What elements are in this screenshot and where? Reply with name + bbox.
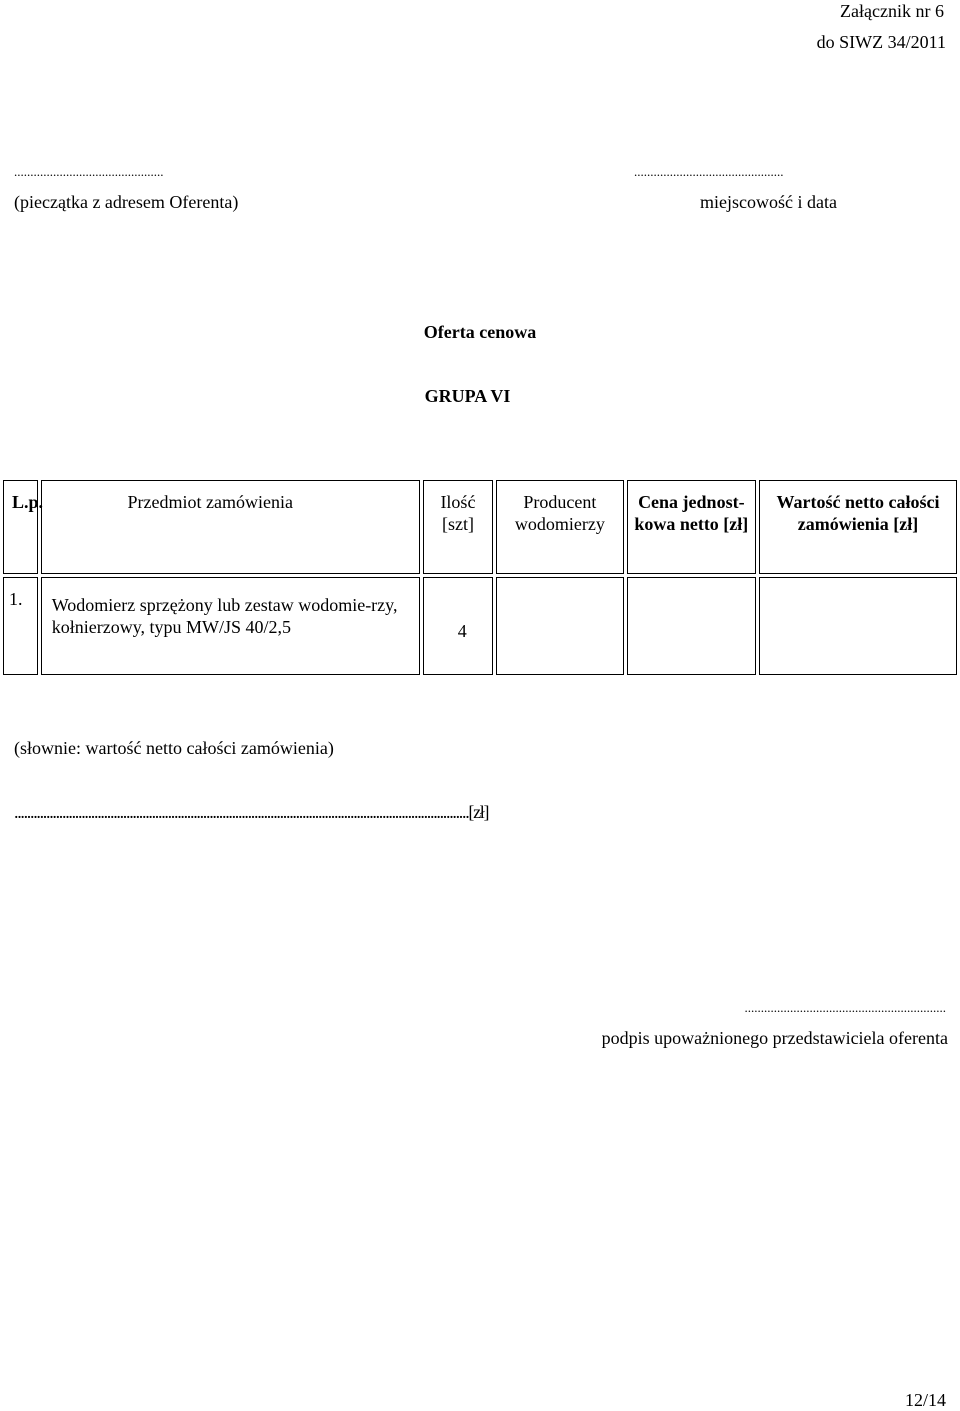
table-header-row (3, 480, 957, 574)
table-row (3, 577, 957, 675)
header-subject: Przedmiot zamówienia (41, 480, 420, 574)
page-number: 12/14 (904, 1390, 946, 1410)
header-producer: Producent wodomierzy (496, 480, 623, 574)
stamp-dots: .............................................. (14, 164, 164, 179)
siwz-reference: do SIWZ 34/2011 (816, 32, 946, 52)
signature-label: podpis upoważnionego przedstawiciela oferenta (601, 1028, 948, 1048)
place-date-dots: .............................................. (634, 164, 784, 179)
in-words-line: ..............................................................................................................................................[zł] (14, 802, 489, 822)
offer-table (0, 477, 960, 678)
page-title: Oferta cenowa (423, 322, 537, 342)
group-label: GRUPA VI (424, 386, 511, 406)
header-total-value: Wartość netto całości zamówienia [zł] (759, 480, 957, 574)
row-producer[interactable] (496, 577, 623, 675)
in-words-label: (słownie: wartość netto całości zamówienia) (14, 738, 334, 758)
signature-dots: .............................................................. (744, 1000, 946, 1015)
place-date-label: miejscowość i data (700, 192, 837, 212)
header-lp: L.p. (3, 480, 38, 574)
row-item: Wodomierz sprzężony lub zestaw wodomie-rzy, kołnierzowy, typu MW/JS 40/2,5 (41, 577, 420, 675)
row-quantity: 4 (423, 577, 494, 675)
stamp-label: (pieczątka z adresem Oferenta) (14, 192, 239, 212)
row-total[interactable] (759, 577, 957, 675)
row-unit-price[interactable] (627, 577, 756, 675)
header-unit-price: Cena jednost-kowa netto [zł] (627, 480, 756, 574)
row-lp: 1. (3, 577, 38, 675)
annex-label: Załącznik nr 6 (840, 1, 944, 21)
header-quantity: Ilość [szt] (423, 480, 494, 574)
